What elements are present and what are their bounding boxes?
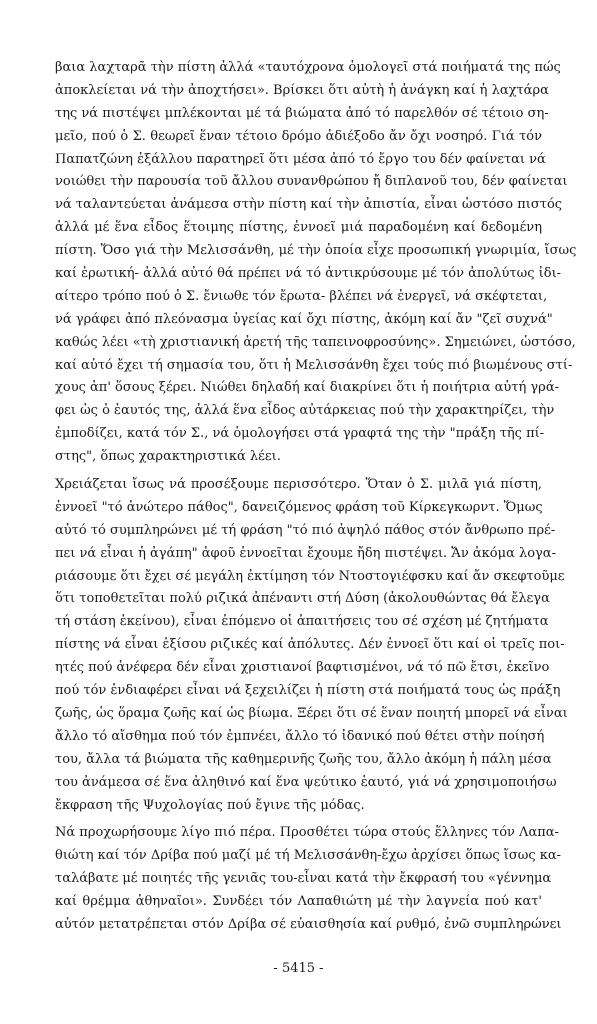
text-line: ητές πού ἀνέφερα δέν εἶναι χριστιανοί βαφτισμένοι, νά τό πῶ ἔτσι, ἐκεῖνο <box>55 660 550 676</box>
text-line: στης", ὅπως χαρακτηριστικά λέει. <box>55 449 281 465</box>
text-line: αὐτόν μετατρέπεται στόν Δρίβα σέ εὐαισθησία καί ρυθμό, ἐνῶ συμπληρώνει <box>55 916 562 932</box>
text-line: πίστης νά εἶναι ἐξίσου ριζικές καί ἀπόλυτες. Δέν ἐννοεῖ ὅτι καί οἱ τρεῖς ποι- <box>55 637 565 653</box>
text-line: πίστη. Ὅσο γιά τὴν Μελισσάνθη, μέ τὴν ὁποία εἶχε προσωπική γνωριμία, ἴσως <box>55 243 577 259</box>
text-line: αὐτό τό συμπληρώνει μέ τή φράση "τό πιό ἀψηλό πάθος στόν ἄνθρωπο πρέ- <box>55 522 556 538</box>
text-line: καί θρέμμα ἀθηναῖοι». Συνδέει τόν Λαπαθιώτη μέ τὴν λαγνεία πού κατ' <box>55 894 542 910</box>
text-line: ἀποκλείεται νά τὴν ἀποχτήσει». Βρίσκει ὅτι αὐτὴ ἡ ἀνάγκη καί ἡ λαχτάρα <box>55 82 549 98</box>
text-line: του ἀνάμεσα σέ ἕνα ἀληθινό καί ἕνα ψεύτικο ἑαυτό, γιά νά χρησιμοποιήσω <box>55 774 557 790</box>
text-line: ὅτι τοποθετεῖται πολύ ριζικά ἀπέναντι στή Δύση (ἀκολουθώντας θά ἔλεγα <box>55 591 550 607</box>
text-line: ἄλλο τό αἴσθημα πού τόν ἐμπνέει, ἄλλο τό ἰδανικό πού θέτει στὴν ποίησή <box>55 728 545 744</box>
text-line: ἔκφραση τῆς Ψυχολογίας πού ἔγινε τῆς μόδας. <box>55 797 365 813</box>
text-line: φει ὡς ὁ ἑαυτός της, ἀλλά ἕνα εἶδος αὐτάρκειας πού τὴν χαρακτηρίζει, τὴν <box>55 403 555 419</box>
text-line: καί αὐτό ἔχει τή σημασία του, ὅτι ἡ Μελισσάνθη ἔχει τούς πιό βιωμένους στί- <box>55 357 573 373</box>
text-line: πει νά εἶναι ἡ ἀγάπη" ἀφοῦ ἐννοεῖται ἔχουμε ἤδη πιστέψει. Ἄν ἀκόμα λογα- <box>55 545 556 561</box>
text-line: ἐννοεῖ "τό ἀνώτερο πάθος", δανειζόμενος φράση τοῦ Κίρκεγκωρντ. Ὅμως <box>55 499 543 515</box>
text-line: Χρειάζεται ἴσως νά προσέξουμε περισσότερο. Ὅταν ὁ Σ. μιλᾶ γιά πίστη, <box>55 477 542 493</box>
text-line: ριάσουμε ὅτι ἔχει σέ μεγάλη ἐκτίμηση τόν Ντοστογιέφσκυ καί ἄν σκεφτοῦμε <box>55 568 565 584</box>
paragraph-2 <box>55 474 568 817</box>
text-line: μεῖο, πού ὁ Σ. θεωρεῖ ἕναν τέτοιο δρόμο ἀδιέξοδο ἄν ὄχι νοσηρό. Γιά τόν <box>55 128 542 144</box>
text-line: θιώτη καί τόν Δρίβα πού μαζί μέ τή Μελισσάνθη-ἔχω ἀρχίσει ὅπως ἴσως κα- <box>55 848 562 864</box>
text-line: τή στάση ἐκείνου), εἶναι ἐπόμενο οἱ ἀπαιτήσεις του σέ σχέση μέ ζητήματα <box>55 614 549 630</box>
text-line: Παπατζώνη ἐξάλλου παρατηρεῖ ὅτι μέσα ἀπό τό ἔργο του δέν φαίνεται νά <box>55 151 546 167</box>
text-line: ταλάβατε μέ ποιητές τῆς γενιᾶς του-εἶναι κατά τὴν ἔκφρασή του «γέννημα <box>55 871 552 887</box>
text-line: χους ἀπ' ὅσους ξέρει. Νιώθει δηλαδή καί διακρίνει ὅτι ἡ ποιήτρια αὐτή γρά- <box>55 380 559 396</box>
page-number: - 5415 - <box>273 961 324 976</box>
text-line: καί ἐρωτική- ἀλλά αὐτό θά πρέπει νά τό ἀντικρύσουμε μέ τόν ἀπολύτως ἰδι- <box>55 266 562 282</box>
text-line: Νά προχωρήσουμε λίγο πιό πέρα. Προσθέτει τώρα στούς ἕλληνες τόν Λαπα- <box>55 825 559 841</box>
text-line: νά ταλαντεύεται ἀνάμεσα στὴν πίστη καί τὴν ἀπιστία, εἶναι ὡστόσο πιστός <box>55 197 563 213</box>
text-line: ζωῆς, ὡς ὅραμα ζωῆς καί ὡς βίωμα. Ξέρει ὅτι σέ ἕναν ποιητή μπορεῖ νά εἶναι <box>55 705 568 721</box>
paragraph-1 <box>55 57 577 469</box>
paragraph-3 <box>55 822 562 936</box>
text-line: πού τόν ἐνδιαφέρει εἶναι νά ξεχειλίζει ἡ πίστη στά ποιήματά τους ὡς πράξη <box>55 683 561 699</box>
text-line: καθώς λέει «τὴ χριστιανική ἀρετή τῆς ταπεινοφροσύνης». Σημειώνει, ὡστόσο, <box>55 334 576 350</box>
text-line: αίτερο τρόπο πού ὁ Σ. ἔνιωθε τόν ἔρωτα- βλέπει νά ἐνεργεῖ, νά σκέφτεται, <box>55 288 548 304</box>
text-line: του, ἄλλα τά βιώματα τῆς καθημερινῆς ζωῆς του, ἄλλο ἀκόμη ἡ πάλη μέσα <box>55 751 552 767</box>
text-line: ἀλλά μέ ἕνα εἶδος ἕτοιμης πίστης, ἐννοεῖ μιά παραδομένη καί δεδομένη <box>55 220 542 236</box>
text-line: βαια λαχταρᾶ τὴν πίστη ἀλλά «ταυτόχρονα ὁμολογεῖ στά ποιήματά της πώς <box>55 60 561 75</box>
page-text <box>55 57 577 937</box>
text-line: νά γράφει ἀπό πλεόνασμα ὑγείας καί ὄχι πίστης, ἀκόμη καί ἄν "ζεῖ συχνά" <box>55 311 553 327</box>
text-line: της νά πιστέψει μπλέκονται μέ τά βιώματα ἀπό τό παρελθόν σέ τέτοιο ση- <box>55 105 549 121</box>
text-line: νοιώθει τὴν παρουσία τοῦ ἄλλου συνανθρώπου ἤ διπλανοῦ του, δέν φαίνεται <box>55 174 568 190</box>
text-line: ἐμποδίζει, κατά τόν Σ., νά ὁμολογήσει στά γραφτά της τὴν "πράξη τῆς πί- <box>55 426 545 442</box>
